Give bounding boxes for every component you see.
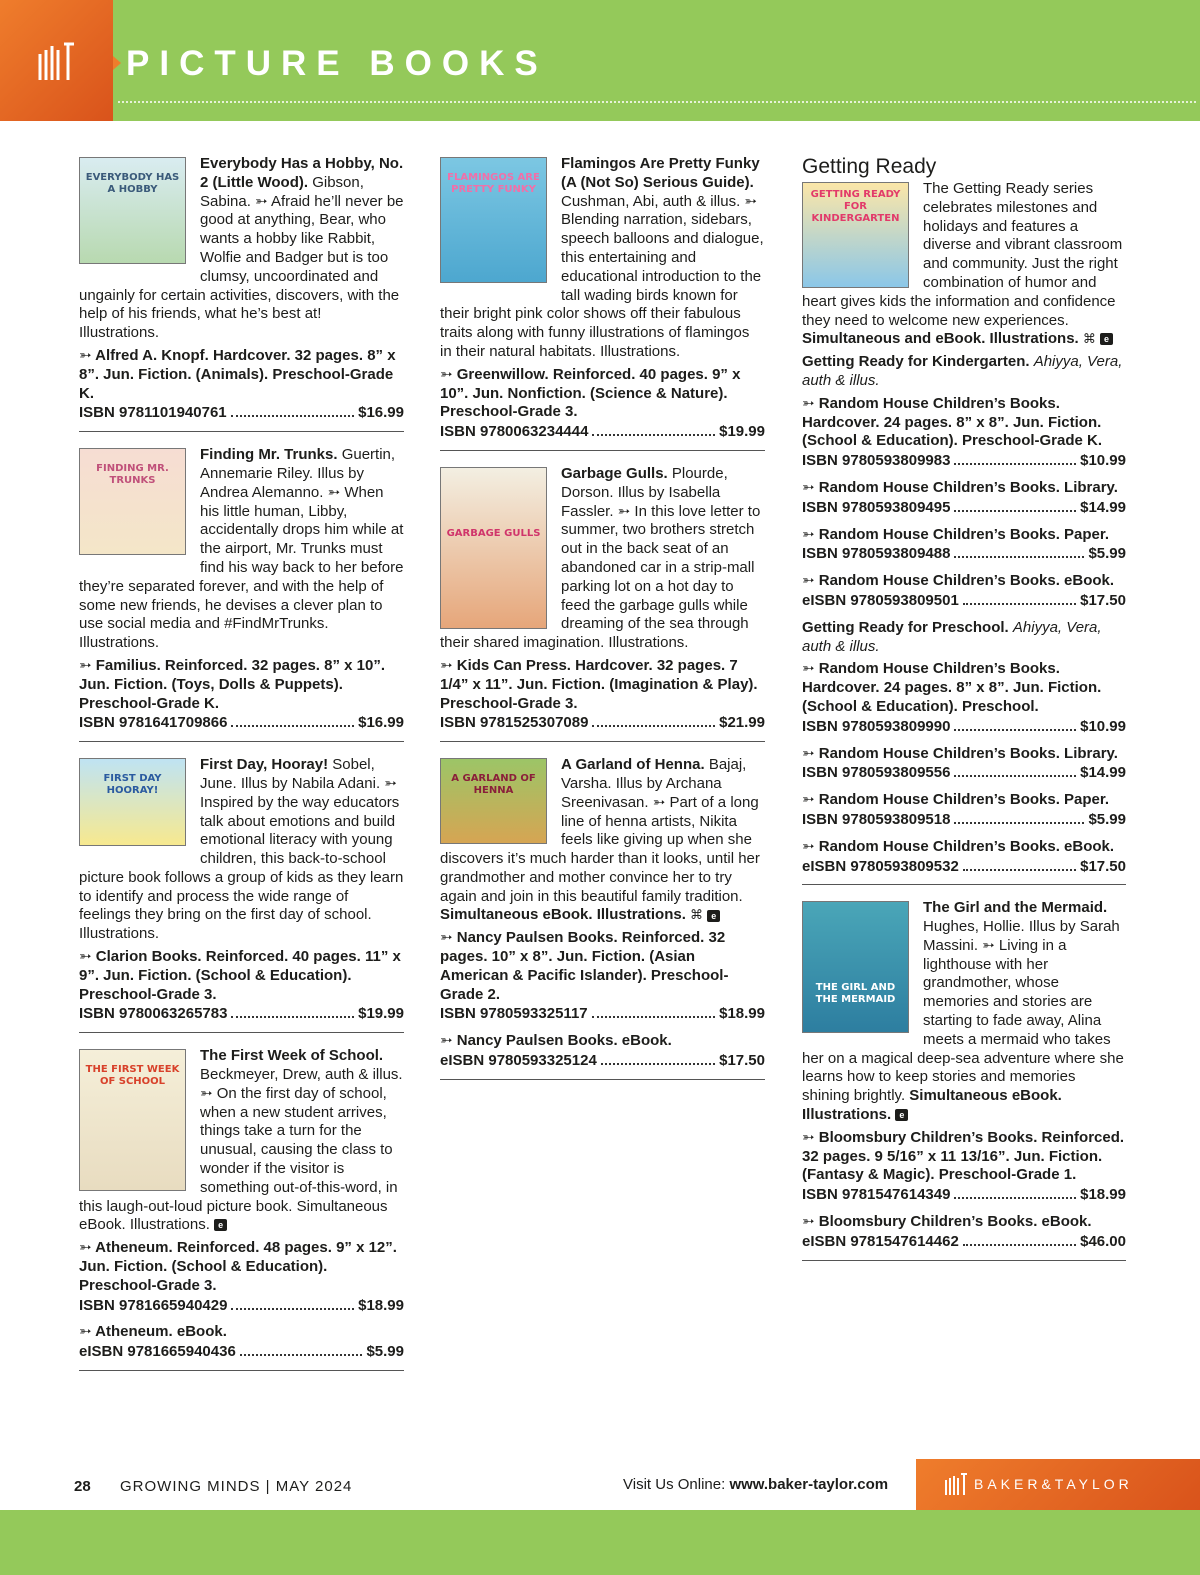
isbn: ISBN 9780063265783 [79,1005,228,1023]
book-entry-firstday [79,756,404,1033]
book-description: Hughes, Hollie. Illus by Sarah Massini. ➳ Living in a lighthouse with her grandmother, whose memories and stories are starting to fade away, Alina meets a mermaid who takes her on a magical deep-sea adventure where she learns how to keep stories and memories shining brightly. [802,918,1124,1105]
isbn-row [440,1005,765,1024]
baker-taylor-logo [0,0,113,121]
isbn-row [802,499,1126,518]
book-publisher-info: ➳ Random House Children’s Books. Hardcover. 24 pages. 8” x 8”. Jun. Fiction. (School & Education). Preschool. [802,660,1102,715]
book-title: The Girl and the Mermaid. [923,899,1108,917]
price: $10.99 [1080,452,1126,470]
isbn-row [79,1343,404,1362]
book-description: Plourde, Dorson. Illus by Isabella Fassler. ➳ In this love letter to summer, two brothers stretch out in the back seat of an abandoned car in a strip-mall parking lot on a hot day to feed the garbage gulls while dreaming of the sea through their shared imagination. Illustrations. [440,464,761,652]
book-title: Garbage Gulls. [561,464,668,482]
book-entry-firstweek [79,1047,404,1371]
book-description: Beckmeyer, Drew, auth & illus. ➳ On the first day of school, when a new student arrives, things take a turn for the unusual, causing the class to wonder if the visitor is something out-of-this-word, in this laugh-out-loud picture book. [79,1066,403,1215]
isbn: ISBN 9780593809990 [802,717,951,735]
price: $18.99 [719,1005,765,1023]
book-author: Ahiyya, Vera, auth & illus. [802,353,1123,389]
price: $19.99 [719,423,765,441]
book-publisher-info: ➳ Familius. Reinforced. 32 pages. 8” x 10”. Jun. Fiction. (Toys, Dolls & Puppets). Preschool-Grade K. [79,656,386,712]
isbn: ISBN 9781547614349 [802,1186,951,1204]
price: $17.50 [719,1052,765,1070]
cover-title: THE FIRST WEEK OF SCHOOL [85,1064,180,1088]
cover-title: GARBAGE GULLS [446,527,541,539]
isbn-row [802,592,1126,611]
isbn: ISBN 9780593809983 [802,452,951,470]
format-publisher-info: ➳ Random House Children’s Books. Library. [802,478,1118,496]
isbn-row [440,1052,765,1071]
isbn: ISBN 9780593809556 [802,764,951,782]
format-publisher-info: ➳ Random House Children’s Books. Paper. [802,791,1110,809]
price: $16.99 [358,404,404,422]
cover-title: GETTING READY FOR KINDERGARTEN [810,189,901,224]
cover-title: THE GIRL AND THE MERMAID [815,982,896,1006]
bookshelf-logo-icon [36,40,76,82]
title-arrow-icon [113,56,121,70]
book-publisher-info: ➳ Alfred A. Knopf. Hardcover. 32 pages. 8” x 8”. Jun. Fiction. (Animals). Preschool-Grade K. [79,346,396,402]
isbn-row [79,714,404,733]
ebook-publisher-info: ➳ Nancy Paulsen Books. eBook. [440,1032,672,1050]
magazine-issue: GROWING MINDS | MAY 2024 [120,1478,353,1495]
ebook-icon: e [1100,333,1113,345]
visit-label: Visit Us Online: [623,1476,726,1493]
book-publisher-info: ➳ Greenwillow. Reinforced. 40 pages. 9” x 10”. Jun. Nonfiction. (Science & Nature). Preschool-Grade 3. [440,365,741,421]
column-middle [440,155,765,1094]
format-publisher-info: ➳ Random House Children’s Books. eBook. [802,572,1115,590]
price: $5.99 [1088,810,1126,828]
book-entry-flamingos [440,155,765,451]
series-intro: The Getting Ready series celebrates milestones and holidays and features a diverse and vibrant classroom and community. Just the right combination of humor and heart gives kids the information and confidence they need to welcome new experiences. [802,180,1123,329]
isbn: eISBN 9781665940436 [79,1343,236,1361]
book-format-note: Simultaneous eBook. Illustrations. [802,1087,1062,1124]
book-entry-gulls [440,465,765,742]
page-number: 28 [74,1478,91,1495]
series-entry-getting-ready [802,155,1126,885]
price: $5.99 [366,1343,404,1361]
book-entry-trunks [79,446,404,742]
book-publisher-info: ➳ Clarion Books. Reinforced. 40 pages. 11” x 9”. Jun. Fiction. (School & Education). Preschool-Grade 3. [79,948,401,1003]
column-left [79,155,404,1385]
ebook-icon: e [707,910,720,922]
book-publisher-info: ➳ Atheneum. Reinforced. 48 pages. 9” x 12”. Jun. Fiction. (School & Education). Preschool-Grade 3. [79,1239,397,1294]
isbn-row [440,714,765,733]
isbn: ISBN 9781641709866 [79,714,228,732]
isbn: ISBN 9780593809488 [802,545,951,563]
price: $16.99 [358,714,404,732]
price: $5.99 [1088,545,1126,563]
book-cover-henna [440,758,547,844]
series-format-note: Simultaneous and eBook. Illustrations. [802,330,1079,348]
footer-band [0,1510,1200,1575]
isbn-row [802,452,1126,471]
isbn-row [802,811,1126,830]
isbn: eISBN 9781547614462 [802,1232,959,1250]
command-icon: ⌘ [690,907,704,923]
price: $17.50 [1080,591,1126,609]
book-title: A Garland of Henna. [561,756,705,774]
isbn: ISBN 9780063234444 [440,423,589,441]
footer-brand-box [916,1459,1200,1510]
column-right [802,155,1126,1275]
isbn-row [802,764,1126,783]
brand-name: BAKER&TAYLOR [974,1476,1133,1492]
format-publisher-info: ➳ Random House Children’s Books. Library. [802,744,1118,762]
isbn-row [79,1005,404,1024]
book-publisher-info: ➳ Nancy Paulsen Books. Reinforced. 32 pages. 10” x 8”. Jun. Fiction. (Asian American & Pacific Islander). Preschool-Grade 2. [440,929,729,1003]
isbn: ISBN 9780593325117 [440,1005,588,1023]
cover-title: EVERYBODY HAS A HOBBY [85,172,180,195]
format-publisher-info: ➳ Random House Children’s Books. eBook. [802,837,1115,855]
command-icon: ⌘ [1082,331,1096,347]
isbn: ISBN 9780593809495 [802,498,951,516]
ebook-publisher-info: ➳ Bloomsbury Children’s Books. eBook. [802,1213,1092,1231]
isbn: ISBN 9781525307089 [440,714,589,732]
isbn-row [802,1233,1126,1252]
cover-title: FIRST DAY HOORAY! [103,773,162,797]
book-publisher-info: ➳ Random House Children’s Books. Hardcover. 24 pages. 8” x 8”. Jun. Fiction. (School & Education). Preschool-Grade K. [802,394,1103,450]
price: $10.99 [1080,717,1126,735]
isbn-row [802,858,1126,877]
book-entry-hobby [79,155,404,432]
visit-online [623,1476,888,1493]
bookshelf-logo-icon [944,1472,968,1496]
book-title: Finding Mr. Trunks. [200,446,338,464]
isbn: ISBN 9781101940761 [79,404,227,422]
isbn-row [802,1186,1126,1205]
book-publisher-info: ➳ Kids Can Press. Hardcover. 32 pages. 7 1/4” x 11”. Jun. Fiction. (Imagination & Play). Preschool-Grade 3. [440,656,758,712]
book-description: Guertin, Annemarie Riley. Illus by Andrea Alemanno. ➳ When his little human, Libby, accidentally drops him while at the airport, Mr. Trunks must find his way back to her before they’re separated forever, and with the help of some new friends, he devises a clever plan to use social media and #FindMrTrunks. Illustrations. [79,446,404,652]
book-cover-mermaid [802,901,909,1033]
cover-title: A GARLAND OF HENNA [451,773,536,797]
series-heading: Getting Ready [802,155,937,178]
book-format-note: Simultaneous eBook. Illustrations. [79,1197,388,1234]
isbn: ISBN 9780593809518 [802,810,951,828]
book-entry-mermaid [802,899,1126,1260]
isbn: eISBN 9780593809532 [802,857,959,875]
price: $14.99 [1080,498,1126,516]
book-cover-firstday [79,758,186,846]
book-title: First Day, Hooray! [200,756,329,774]
book-author: Ahiyya, Vera, auth & illus. [802,618,1102,655]
price: $18.99 [1080,1186,1126,1204]
isbn-row [440,423,765,442]
price: $46.00 [1080,1232,1126,1250]
cover-title: FLAMINGOS ARE PRETTY FUNKY [447,172,540,195]
book-entry-henna [440,756,765,1080]
isbn-row [802,545,1126,564]
isbn: eISBN 9780593809501 [802,591,959,609]
isbn: ISBN 9781665940429 [79,1296,228,1314]
ebook-publisher-info: ➳ Atheneum. eBook. [79,1323,227,1341]
price: $17.50 [1080,857,1126,875]
format-publisher-info: ➳ Random House Children’s Books. Paper. [802,525,1110,543]
book-cover-getting-ready [802,182,909,288]
book-title: The First Week of School. [200,1047,384,1065]
ebook-icon: e [895,1109,908,1121]
book-publisher-info: ➳ Bloomsbury Children’s Books. Reinforced. 32 pages. 9 5/16” x 11 13/16”. Jun. Fiction. (Fantasy & Magic). Preschool-Grade 1. [802,1128,1125,1184]
book-cover-firstweek [79,1049,186,1191]
book-description: Cushman, Abi, auth & illus. ➳ Blending narration, sidebars, speech balloons and dialogue, this entertaining and educational introduction to the tall wading birds known for their bright pink color shows off their fabulous traits along with funny illustrations of flamingos in their natural habitats. Illustrations. [440,192,764,360]
header-dotted-rule [118,101,1196,103]
book-cover-gulls [440,467,547,629]
ebook-icon: e [214,1219,227,1231]
isbn-row [79,404,404,423]
book-title: Everybody Has a Hobby, No. 2 (Little Wood). [200,155,404,191]
book-description: Gibson, Sabina. ➳ Afraid he’ll never be good at anything, Bear, who wants a hobby like Rabbit, Wolfie and Badger but is too clumsy, uncoordinated and ungainly for certain activities, discovers, with the help of his friends, what he’s best at! Illustrations. [79,173,404,342]
price: $21.99 [719,714,765,732]
page-title: PICTURE BOOKS [126,44,548,83]
book-cover-hobby [79,157,186,264]
website-link[interactable]: www.baker-taylor.com [729,1476,889,1493]
price: $19.99 [358,1005,404,1023]
cover-title: FINDING MR. TRUNKS [96,463,169,487]
book-title: Flamingos Are Pretty Funky (A (Not So) Serious Guide). [561,155,760,191]
book-title: Getting Ready for Kindergarten. [802,353,1030,371]
book-description: Bajaj, Varsha. Illus by Archana Sreenivasan. ➳ Part of a long line of henna artists, Nikita feels like giving up when she discovers it’s much harder than it looks, until her grandmother and mother convince her to try again and join in this beautiful family tradition. [440,756,760,905]
book-description: Sobel, June. Illus by Nabila Adani. ➳ Inspired by the way educators talk about emotions and build emotional literacy with young children, this back-to-school picture book follows a group of kids as they learn to identify and process the wide range of feelings they bring on the first day of school. Illustrations. [79,756,404,943]
book-format-note: Simultaneous eBook. Illustrations. [440,906,686,924]
price: $18.99 [358,1296,404,1314]
isbn-row [802,718,1126,737]
book-cover-flamingos [440,157,547,283]
isbn-row [79,1297,404,1316]
book-title: Getting Ready for Preschool. [802,618,1009,636]
isbn: eISBN 9780593325124 [440,1052,597,1070]
book-cover-trunks [79,448,186,555]
price: $14.99 [1080,764,1126,782]
